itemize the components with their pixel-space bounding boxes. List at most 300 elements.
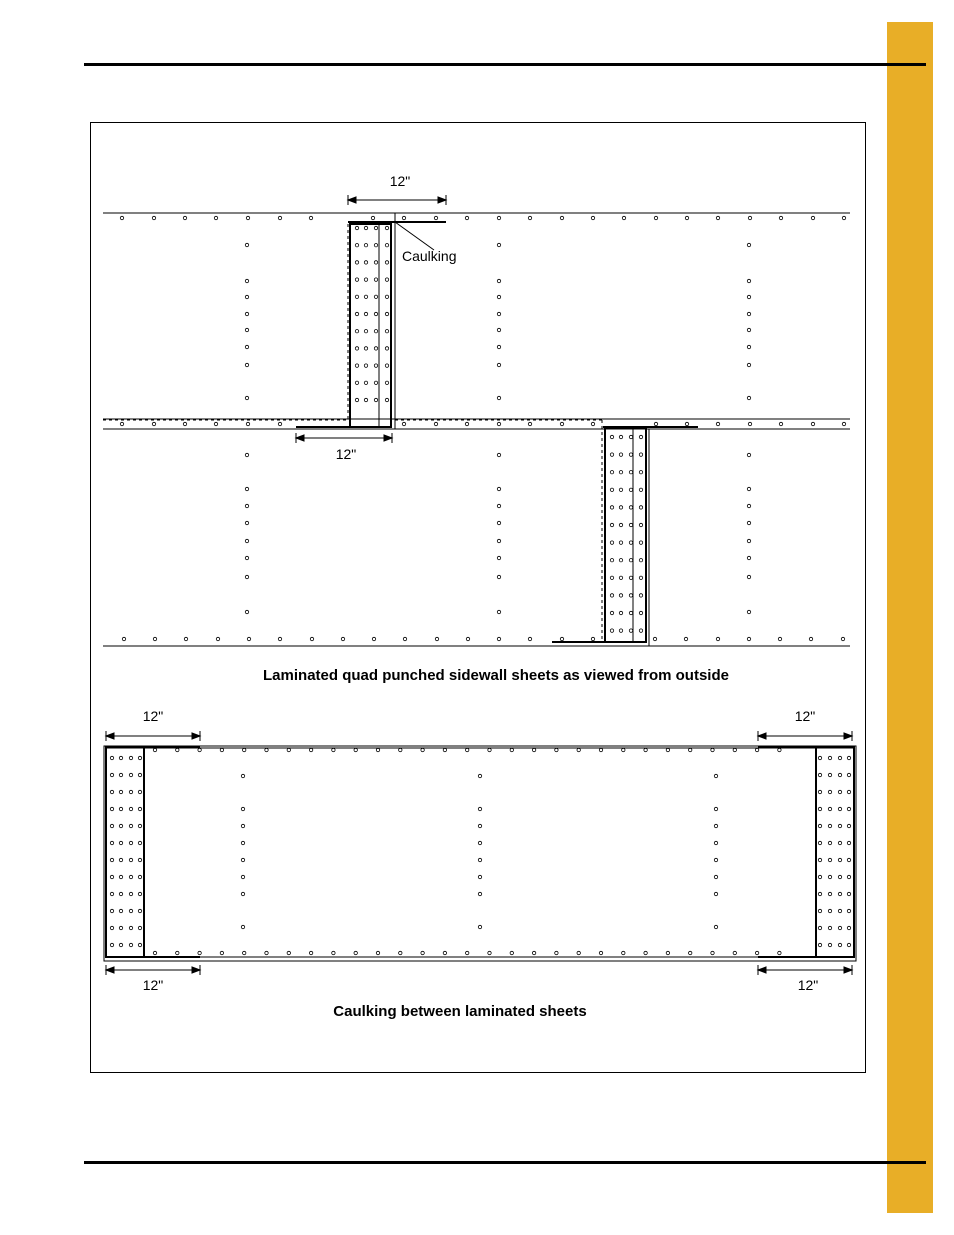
- bolt-hole: [287, 951, 290, 954]
- bolt-hole: [828, 807, 831, 810]
- bolt-hole: [639, 559, 642, 562]
- bolt-hole: [309, 216, 312, 219]
- bolt-hole: [119, 943, 122, 946]
- bolt-hole: [828, 892, 831, 895]
- bolt-hole: [747, 279, 750, 282]
- dim-label-top-left: 12": [142, 708, 164, 724]
- bolt-hole: [434, 422, 437, 425]
- bolt-hole: [110, 943, 113, 946]
- bolt-hole: [355, 312, 358, 315]
- bolt-hole: [828, 909, 831, 912]
- bolt-hole: [818, 875, 821, 878]
- bolt-hole: [497, 345, 500, 348]
- bolt-hole: [838, 943, 841, 946]
- bolt-hole: [599, 748, 602, 751]
- bolt-hole: [488, 748, 491, 751]
- bolt-hole: [685, 216, 688, 219]
- bolt-hole: [610, 506, 613, 509]
- bolt-hole: [747, 312, 750, 315]
- bolt-hole: [138, 790, 141, 793]
- bolt-hole: [591, 422, 594, 425]
- dim-label-bottom: 12": [335, 446, 357, 462]
- bolt-hole: [176, 951, 179, 954]
- bolt-hole: [374, 398, 377, 401]
- bolt-hole: [629, 576, 632, 579]
- bolt-hole: [110, 773, 113, 776]
- bolt-hole: [374, 381, 377, 384]
- bolt-hole: [610, 611, 613, 614]
- bolt-hole: [399, 748, 402, 751]
- bolt-hole: [110, 926, 113, 929]
- bolt-hole: [110, 875, 113, 878]
- bolt-hole: [714, 925, 717, 928]
- bolt-hole: [619, 471, 622, 474]
- bolt-hole: [119, 926, 122, 929]
- bolt-hole: [385, 330, 388, 333]
- bolt-hole: [152, 422, 155, 425]
- bolt-hole: [341, 637, 344, 640]
- bolt-hole: [747, 637, 750, 640]
- bolt-hole: [747, 610, 750, 613]
- bolt-hole: [714, 875, 717, 878]
- bolt-hole: [610, 488, 613, 491]
- arrow-head: [384, 435, 392, 441]
- bolt-hole: [241, 858, 244, 861]
- bolt-hole: [153, 748, 156, 751]
- bolt-hole: [619, 523, 622, 526]
- bolt-hole: [488, 951, 491, 954]
- bolt-hole: [838, 824, 841, 827]
- bolt-hole: [639, 629, 642, 632]
- bolt-hole: [622, 748, 625, 751]
- bolt-hole: [639, 541, 642, 544]
- bolt-hole: [629, 453, 632, 456]
- bolt-hole: [619, 594, 622, 597]
- bolt-hole: [555, 951, 558, 954]
- bolt-hole: [245, 453, 248, 456]
- bolt-hole: [610, 576, 613, 579]
- bolt-hole: [747, 345, 750, 348]
- bolt-hole: [385, 347, 388, 350]
- bolt-hole: [310, 637, 313, 640]
- bolt-hole: [371, 216, 374, 219]
- bolt-hole: [184, 637, 187, 640]
- bolt-hole: [714, 824, 717, 827]
- bolt-hole: [497, 521, 500, 524]
- bolt-hole: [245, 610, 248, 613]
- bolt-hole: [497, 453, 500, 456]
- bolt-hole: [714, 892, 717, 895]
- bolt-hole: [138, 807, 141, 810]
- bolt-hole: [654, 216, 657, 219]
- arrow-head: [192, 733, 200, 739]
- bolt-hole: [714, 841, 717, 844]
- bolt-hole: [241, 875, 244, 878]
- bolt-hole: [478, 925, 481, 928]
- bolt-hole: [435, 637, 438, 640]
- bolt-hole: [245, 504, 248, 507]
- arrow-head: [438, 197, 446, 203]
- bolt-hole: [497, 396, 500, 399]
- bolt-hole: [847, 943, 850, 946]
- bolt-hole: [639, 471, 642, 474]
- bolt-hole: [364, 295, 367, 298]
- bolt-hole: [629, 488, 632, 491]
- bolt-hole: [591, 637, 594, 640]
- bolt-hole: [355, 244, 358, 247]
- bolt-hole: [818, 824, 821, 827]
- bolt-hole: [591, 216, 594, 219]
- bolt-hole: [119, 875, 122, 878]
- bolt-hole: [364, 381, 367, 384]
- dim-label-bottom-right: 12": [797, 977, 819, 993]
- bolt-hole: [838, 858, 841, 861]
- bolt-hole: [355, 364, 358, 367]
- bolt-hole: [629, 541, 632, 544]
- bolt-hole: [639, 611, 642, 614]
- bolt-hole: [374, 278, 377, 281]
- bolt-hole: [119, 807, 122, 810]
- bolt-hole: [811, 216, 814, 219]
- bolt-hole: [747, 453, 750, 456]
- arrow-head: [348, 197, 356, 203]
- bolt-hole: [684, 637, 687, 640]
- bolt-hole: [241, 774, 244, 777]
- bolt-hole: [847, 756, 850, 759]
- bolt-hole: [711, 951, 714, 954]
- bolt-hole: [110, 807, 113, 810]
- bolt-hole: [689, 951, 692, 954]
- bolt-hole: [689, 748, 692, 751]
- bolt-hole: [838, 756, 841, 759]
- bolt-hole: [838, 909, 841, 912]
- bolt-hole: [818, 807, 821, 810]
- bolt-hole: [510, 951, 513, 954]
- bolt-hole: [478, 858, 481, 861]
- bolt-hole: [309, 748, 312, 751]
- bolt-hole: [354, 951, 357, 954]
- bolt-hole: [847, 909, 850, 912]
- bolt-hole: [714, 807, 717, 810]
- bolt-hole: [528, 216, 531, 219]
- bolt-hole: [478, 892, 481, 895]
- bolt-hole: [714, 858, 717, 861]
- bolt-hole: [402, 422, 405, 425]
- bolt-hole: [714, 774, 717, 777]
- bolt-hole: [599, 951, 602, 954]
- lap-strip-left: [106, 747, 144, 957]
- bolt-hole: [619, 506, 622, 509]
- arrow-head: [844, 967, 852, 973]
- bolt-hole: [443, 748, 446, 751]
- bolt-hole: [619, 629, 622, 632]
- bolt-hole: [119, 790, 122, 793]
- bolt-hole: [399, 951, 402, 954]
- bolt-hole: [847, 892, 850, 895]
- bolt-hole: [129, 773, 132, 776]
- bolt-hole: [245, 396, 248, 399]
- bolt-hole: [374, 295, 377, 298]
- bolt-hole: [619, 453, 622, 456]
- bolt-hole: [828, 790, 831, 793]
- bolt-hole: [619, 576, 622, 579]
- bolt-hole: [644, 748, 647, 751]
- bolt-hole: [497, 328, 500, 331]
- bolt-hole: [666, 748, 669, 751]
- bolt-hole: [278, 216, 281, 219]
- bolt-hole: [138, 756, 141, 759]
- bolt-hole: [560, 422, 563, 425]
- bolt-hole: [555, 748, 558, 751]
- bolt-hole: [138, 875, 141, 878]
- bolt-hole: [478, 824, 481, 827]
- bolt-hole: [497, 637, 500, 640]
- bolt-hole: [119, 756, 122, 759]
- bolt-hole: [332, 951, 335, 954]
- bolt-hole: [241, 892, 244, 895]
- bolt-hole: [241, 841, 244, 844]
- bolt-hole: [629, 506, 632, 509]
- bolt-hole: [610, 541, 613, 544]
- bolt-hole: [478, 807, 481, 810]
- bolt-hole: [385, 295, 388, 298]
- bolt-hole: [176, 748, 179, 751]
- bolt-hole: [560, 637, 563, 640]
- bolt-hole: [497, 312, 500, 315]
- bolt-hole: [129, 943, 132, 946]
- bolt-hole: [629, 471, 632, 474]
- bolt-hole: [245, 487, 248, 490]
- bolt-hole: [403, 637, 406, 640]
- bolt-hole: [778, 951, 781, 954]
- bolt-hole: [629, 435, 632, 438]
- bolt-hole: [120, 216, 123, 219]
- bolt-hole: [364, 398, 367, 401]
- bolt-hole: [110, 892, 113, 895]
- bolt-hole: [245, 575, 248, 578]
- bolt-hole: [265, 748, 268, 751]
- bolt-hole: [639, 576, 642, 579]
- bolt-hole: [639, 523, 642, 526]
- bolt-hole: [528, 422, 531, 425]
- bolt-hole: [245, 243, 248, 246]
- bolt-hole: [818, 790, 821, 793]
- bolt-hole: [779, 422, 782, 425]
- bolt-hole: [245, 556, 248, 559]
- bolt-hole: [497, 216, 500, 219]
- bolt-hole: [465, 422, 468, 425]
- bolt-hole: [119, 773, 122, 776]
- bolt-hole: [619, 541, 622, 544]
- bolt-hole: [747, 521, 750, 524]
- bolt-hole: [828, 841, 831, 844]
- bolt-hole: [842, 216, 845, 219]
- bolt-hole: [332, 748, 335, 751]
- bolt-hole: [122, 637, 125, 640]
- bolt-hole: [355, 398, 358, 401]
- bolt-hole: [716, 637, 719, 640]
- bolt-hole: [639, 435, 642, 438]
- bolt-hole: [374, 312, 377, 315]
- bolt-hole: [216, 637, 219, 640]
- bolt-hole: [478, 774, 481, 777]
- arrow-head: [758, 967, 766, 973]
- bolt-hole: [241, 925, 244, 928]
- bolt-hole: [639, 506, 642, 509]
- bolt-hole: [466, 748, 469, 751]
- bolt-hole: [497, 575, 500, 578]
- bolt-hole: [847, 790, 850, 793]
- bolt-hole: [847, 875, 850, 878]
- bolt-hole: [354, 748, 357, 751]
- bolt-hole: [265, 951, 268, 954]
- bolt-hole: [110, 790, 113, 793]
- bolt-hole: [809, 637, 812, 640]
- bolt-hole: [443, 951, 446, 954]
- bolt-hole: [138, 943, 141, 946]
- top-figure: [103, 173, 850, 684]
- bottom-figure-caption: Caulking between laminated sheets: [333, 1003, 587, 1020]
- arrow-head: [106, 733, 114, 739]
- bolt-hole: [309, 951, 312, 954]
- bolt-hole: [245, 279, 248, 282]
- bolt-hole: [287, 748, 290, 751]
- bolt-hole: [639, 488, 642, 491]
- bolt-hole: [245, 312, 248, 315]
- bolt-hole: [153, 951, 156, 954]
- bolt-hole: [847, 858, 850, 861]
- bolt-hole: [842, 422, 845, 425]
- bolt-hole: [838, 773, 841, 776]
- bolt-hole: [828, 756, 831, 759]
- bolt-hole: [385, 261, 388, 264]
- bolt-hole: [733, 951, 736, 954]
- bolt-hole: [639, 594, 642, 597]
- bolt-hole: [747, 575, 750, 578]
- bolt-hole: [838, 875, 841, 878]
- bolt-hole: [110, 824, 113, 827]
- bolt-hole: [243, 951, 246, 954]
- bolt-hole: [364, 278, 367, 281]
- bolt-hole: [364, 347, 367, 350]
- bolt-hole: [245, 328, 248, 331]
- bolt-hole: [245, 363, 248, 366]
- bolt-hole: [138, 909, 141, 912]
- lap-strip-lower: [605, 428, 646, 642]
- bolt-hole: [119, 892, 122, 895]
- bolt-hole: [138, 926, 141, 929]
- bolt-hole: [497, 363, 500, 366]
- bolt-hole: [183, 216, 186, 219]
- bolt-hole: [838, 807, 841, 810]
- bolt-hole: [622, 216, 625, 219]
- bolt-hole: [374, 347, 377, 350]
- bolt-hole: [528, 637, 531, 640]
- bolt-hole: [355, 381, 358, 384]
- bolt-hole: [247, 637, 250, 640]
- bolt-hole: [402, 216, 405, 219]
- bolt-hole: [385, 312, 388, 315]
- bolt-hole: [622, 951, 625, 954]
- bolt-hole: [376, 748, 379, 751]
- bolt-hole: [220, 951, 223, 954]
- bolt-hole: [129, 909, 132, 912]
- bolt-hole: [421, 748, 424, 751]
- dim-label-bottom-left: 12": [142, 977, 164, 993]
- bolt-hole: [355, 295, 358, 298]
- bolt-hole: [532, 951, 535, 954]
- arrow-head: [758, 733, 766, 739]
- bolt-hole: [747, 487, 750, 490]
- bolt-hole: [245, 295, 248, 298]
- bolt-hole: [110, 909, 113, 912]
- bolt-hole: [497, 279, 500, 282]
- lap-strip-upper: [350, 224, 391, 427]
- bolt-hole: [364, 261, 367, 264]
- bolt-hole: [811, 422, 814, 425]
- arrow-head: [296, 435, 304, 441]
- bolt-hole: [716, 216, 719, 219]
- bolt-hole: [466, 951, 469, 954]
- bolt-hole: [119, 858, 122, 861]
- bolt-hole: [577, 748, 580, 751]
- bolt-hole: [747, 243, 750, 246]
- bolt-hole: [119, 824, 122, 827]
- bolt-hole: [610, 435, 613, 438]
- bolt-hole: [653, 637, 656, 640]
- bolt-hole: [138, 773, 141, 776]
- bolt-hole: [110, 858, 113, 861]
- bolt-hole: [755, 951, 758, 954]
- bolt-hole: [619, 435, 622, 438]
- bolt-hole: [828, 926, 831, 929]
- bolt-hole: [619, 559, 622, 562]
- bolt-hole: [385, 364, 388, 367]
- bolt-hole: [183, 422, 186, 425]
- bolt-hole: [374, 226, 377, 229]
- bolt-hole: [138, 892, 141, 895]
- bolt-hole: [629, 629, 632, 632]
- bolt-hole: [374, 330, 377, 333]
- bolt-hole: [364, 330, 367, 333]
- bolt-hole: [246, 422, 249, 425]
- bolt-hole: [119, 909, 122, 912]
- bolt-hole: [733, 748, 736, 751]
- bolt-hole: [685, 422, 688, 425]
- bolt-hole: [434, 216, 437, 219]
- bolt-hole: [747, 539, 750, 542]
- bolt-hole: [747, 504, 750, 507]
- bolt-hole: [747, 295, 750, 298]
- bolt-hole: [421, 951, 424, 954]
- bolt-hole: [129, 756, 132, 759]
- arrow-head: [106, 967, 114, 973]
- bolt-hole: [364, 244, 367, 247]
- bolt-hole: [610, 559, 613, 562]
- bolt-hole: [818, 943, 821, 946]
- bolt-hole: [374, 364, 377, 367]
- bolt-hole: [129, 824, 132, 827]
- bolt-hole: [828, 773, 831, 776]
- bolt-hole: [847, 824, 850, 827]
- bolt-hole: [129, 790, 132, 793]
- bolt-hole: [355, 347, 358, 350]
- bolt-hole: [385, 278, 388, 281]
- bolt-hole: [497, 422, 500, 425]
- caulking-leader: [395, 222, 434, 250]
- bolt-hole: [466, 637, 469, 640]
- bolt-hole: [778, 748, 781, 751]
